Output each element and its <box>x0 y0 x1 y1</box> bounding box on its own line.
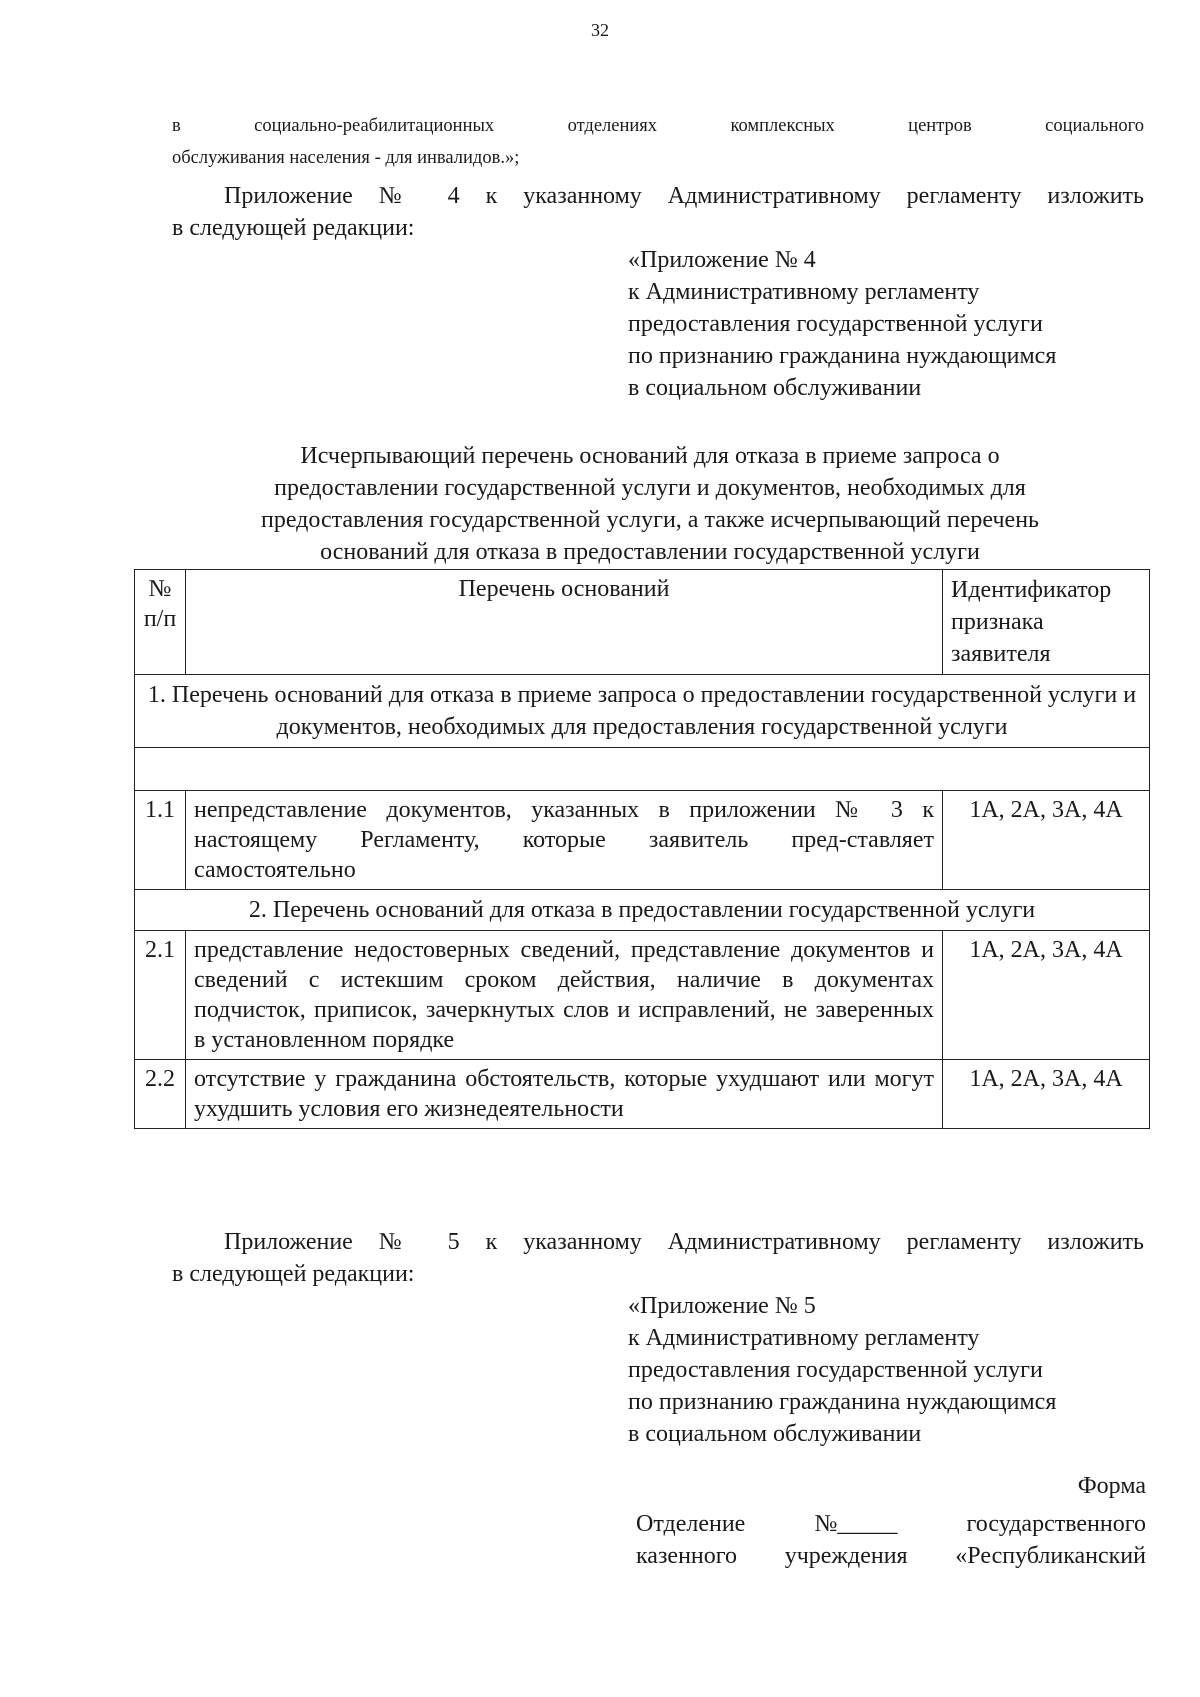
grounds-table <box>134 569 1150 1129</box>
heading-line: предоставления государственной услуги, а также исчерпывающий перечень <box>260 507 1039 533</box>
row-text: отсутствие у гражданина обстоятельств, которые ухудшают или могут ухудшить условия его жизнедеятельности <box>186 1060 943 1129</box>
form-block <box>636 1470 1146 1572</box>
section-1-title: 1. Перечень оснований для отказа в приеме запроса о предоставлении государственной услуги и документов, необходимых для предоставления государственной услуги <box>135 675 1150 748</box>
row-text: представление недостоверных сведений, представление документов и сведений с истекшим сроком действия, наличие в документах подчисток, приписок, зачеркнутых слов и исправлений, не заверенных в установленном порядке <box>186 931 943 1060</box>
paragraph-appendix-5 <box>172 1226 1144 1290</box>
table-row <box>135 791 1150 890</box>
paragraph-line: Приложение № 5 к указанному Административному регламенту изложить <box>224 1229 1144 1255</box>
form-text: государственного <box>966 1511 1146 1537</box>
section-row <box>135 675 1150 748</box>
form-text: казенного <box>636 1543 738 1569</box>
appendix-line: по признанию гражданина нуждающимся <box>628 343 1057 369</box>
paragraph-line: Приложение № 4 к указанному Административному регламенту изложить <box>224 183 1144 209</box>
heading-line: Исчерпывающий перечень оснований для отказа в приеме запроса о <box>300 443 1000 469</box>
appendix-line: в социальном обслуживании <box>628 375 922 401</box>
row-num: 2.1 <box>135 931 186 1060</box>
empty-cell <box>135 748 1150 791</box>
row-text: непредставление документов, указанных в приложении № 3 к настоящему Регламенту, которые заявитель пред-ставляет самостоятельно <box>186 791 943 890</box>
form-line <box>636 1508 1146 1540</box>
row-identifier: 1А, 2А, 3А, 4А <box>943 791 1150 890</box>
paragraph-appendix-4 <box>172 180 1144 244</box>
form-label: Форма <box>1077 1473 1146 1499</box>
heading-line: предоставлении государственной услуги и документов, необходимых для <box>274 475 1026 501</box>
appendix-4-caption <box>628 244 1148 404</box>
header-grounds: Перечень оснований <box>186 570 943 675</box>
row-num: 1.1 <box>135 791 186 890</box>
appendix-line: в социальном обслуживании <box>628 1421 922 1447</box>
heading-line: оснований для отказа в предоставлении государственной услуги <box>320 539 980 565</box>
section-2-title: 2. Перечень оснований для отказа в предоставлении государственной услуги <box>135 890 1150 931</box>
row-num: 2.2 <box>135 1060 186 1129</box>
section-row <box>135 890 1150 931</box>
appendix-line: предоставления государственной услуги <box>628 1357 1043 1383</box>
paragraph-line: в следующей редакции: <box>172 1261 415 1287</box>
row-identifier: 1А, 2А, 3А, 4А <box>943 931 1150 1060</box>
form-text: учреждения <box>784 1543 908 1569</box>
page-number: 32 <box>591 20 609 40</box>
form-line <box>636 1540 1146 1572</box>
appendix-line: к Административному регламенту <box>628 1325 980 1351</box>
form-text: Отделение <box>636 1511 746 1537</box>
appendix-line: предоставления государственной услуги <box>628 311 1043 337</box>
table-row <box>135 1060 1150 1129</box>
table-row <box>135 931 1150 1060</box>
intro-line-1: в социально-реабилитационных отделениях комплексных центров социального <box>172 116 1144 136</box>
table-heading <box>150 440 1150 568</box>
header-identifier: Идентификатор признака заявителя <box>943 570 1150 675</box>
row-identifier: 1А, 2А, 3А, 4А <box>943 1060 1150 1129</box>
appendix-line: «Приложение № 4 <box>628 247 816 273</box>
appendix-line: по признанию гражданина нуждающимся <box>628 1389 1057 1415</box>
appendix-line: «Приложение № 5 <box>628 1293 816 1319</box>
header-num: № п/п <box>135 570 186 675</box>
appendix-line: к Административному регламенту <box>628 279 980 305</box>
form-text: №_____ <box>814 1511 898 1537</box>
intro-line-2: обслуживания населения - для инвалидов.»; <box>172 148 520 168</box>
appendix-5-caption <box>628 1290 1148 1450</box>
empty-row <box>135 748 1150 791</box>
table-header-row <box>135 570 1150 675</box>
form-text: «Республиканский <box>955 1543 1146 1569</box>
paragraph-line: в следующей редакции: <box>172 215 415 241</box>
